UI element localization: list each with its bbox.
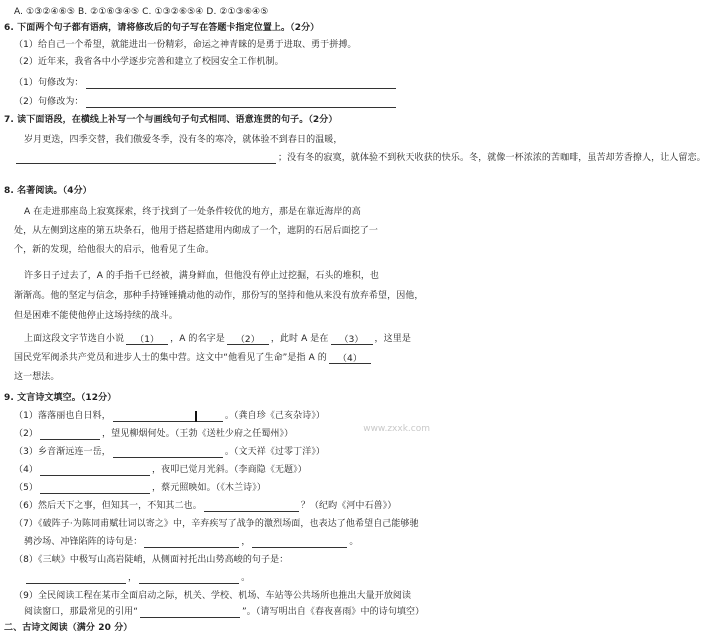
q9-item-6 [14, 500, 396, 512]
q8-blank-4-label: （4） [337, 354, 362, 364]
q9-item-7-line-1: （7）《破阵子·为陈同甫赋壮词以寄之》中，辛弃疾写了战争的激烈场面，也表达了他希望自己能够驰 [14, 519, 419, 529]
q6-answer-1-blank[interactable] [86, 78, 396, 89]
q9-item-4-blank[interactable] [40, 465, 150, 476]
q9-item-7-blank-a[interactable] [144, 537, 239, 548]
q8-passage-3: 个，新的发现，给他很大的启示，他看见了生命。 [14, 245, 215, 255]
q8-passage-4: 许多日子过去了，A 的手指千已经被，满身鲜血，但他没有停止过挖掘，石头的堆积，也 [24, 271, 380, 281]
q9-item-4-num: （4） [14, 465, 39, 475]
q9-item-2-blank[interactable] [40, 429, 100, 440]
watermark: www.zxxk.com [363, 424, 430, 434]
q9-item-5-text: ，蔡元照映如。（《木兰诗》） [152, 483, 266, 493]
q6-answer-2-label: （2）句修改为： [14, 97, 84, 107]
section-2-title: 二、古诗文阅读（满分 20 分） [4, 623, 133, 633]
q9-item-5-blank[interactable] [40, 483, 150, 494]
q9-item-1 [14, 410, 325, 422]
q8-blank-3[interactable] [331, 334, 373, 345]
q9-item-1-text: （1）落落丽也自日料， [14, 411, 111, 421]
q8-blank-2[interactable] [227, 334, 269, 345]
q8-passage-2: 处，从左侧到这座的第五块条石，他用于搭起搭建用内砌成了一个，遮阴的石居后面挖了一 [14, 226, 379, 236]
q8-question-text-e: 国民党军阀杀共产党员和进步人士的集中营。这文中“他看见了生命”是指 A 的 [14, 353, 327, 363]
q8-question-text-b: ，A 的名字是 [170, 334, 225, 344]
choice-options: A. ①③②④⑥⑤ B. ②①⑥③④⑤ C. ①③②⑥⑤④ D. ②①③⑥④⑤ [14, 7, 269, 17]
text-cursor [195, 411, 197, 422]
q9-item-3-source: 。（文天祥《过零丁洋》） [224, 447, 326, 457]
q8-blank-4[interactable] [329, 353, 371, 364]
q9-item-9-text-b: ”。（请写明出自《春夜喜雨》中的诗句填空） [241, 607, 425, 617]
q9-item-9-line-2 [24, 606, 424, 618]
q9-item-3-text: （3）乡音渐远连一岳， [14, 447, 111, 457]
q9-item-7-line-2: 骋沙场、冲锋陷阵的诗句是： ， 。 [24, 537, 359, 547]
q8-passage-5: 渐渐高。他的坚定与信念，那种手持锤锤撬动他的动作，那份写的坚持和他从来没有放弃希望，因他， [14, 291, 424, 301]
q6-answer-2 [14, 96, 398, 108]
q9-item-2-text: ，望见柳烟何处。（王勃《送杜少府之任蜀州》） [102, 429, 294, 439]
q8-question-line-2 [14, 352, 373, 364]
q8-question-line-3: 这一想法。 [14, 372, 60, 382]
q9-item-8-line-1: （8）《三峡》中极写山高岩陡峭，从侧面衬托出山势高峻的句子是： [14, 555, 289, 565]
q9-item-8-line-2: ， 。 [24, 572, 250, 584]
q9-item-2-num: （2） [14, 429, 39, 439]
q8-question-text-c: ，此时 A 是在 [270, 334, 329, 344]
q7-answer-blank[interactable] [16, 153, 276, 164]
q9-item-4 [14, 464, 307, 476]
q9-item-8-blank-a[interactable] [26, 573, 126, 584]
q9-item-6-source: ？（纪昀《河中石兽》） [300, 501, 397, 511]
question-6-title: 6. 下面两个句子都有语病，请将修改后的句子写在答题卡指定位置上。（2分） [4, 23, 320, 33]
q9-item-3-blank[interactable] [113, 447, 223, 458]
q8-question-line-1 [24, 333, 411, 345]
question-9-title: 9. 文言诗文填空。（12分） [4, 393, 117, 403]
q7-passage-2 [14, 152, 706, 164]
q9-item-4-text: ，夜叩已觉月光斜。（李商隐《无题》） [152, 465, 307, 475]
q7-passage-1: 岁月更迭，四季交替，我们傲爱冬季，没有冬的寒冷，就体验不到春日的温暖， [24, 135, 343, 145]
q6-sentence-1: （1）给自己一个希望，就能进出一份精彩，命运之神青睐的是勇于进取、勇于拼搏。 [14, 40, 357, 50]
q6-answer-1-label: （1）句修改为： [14, 78, 84, 88]
q9-item-2 [14, 428, 293, 440]
q6-sentence-2: （2）近年来，我省各中小学逐步完善和建立了校园安全工作机制。 [14, 57, 284, 67]
q8-passage-6: 但是困难不能使他停止这场持续的战斗。 [14, 311, 178, 321]
question-8-title: 8. 名著阅读。（4分） [4, 186, 92, 196]
q9-item-7-text: 骋沙场、冲锋陷阵的诗句是： [24, 537, 143, 547]
q6-answer-1 [14, 77, 398, 89]
q8-question-text-a: 上面这段文字节选自小说 [24, 334, 125, 344]
q9-item-8-blank-b[interactable] [139, 573, 239, 584]
q9-item-3 [14, 446, 325, 458]
q9-item-6-blank[interactable] [204, 501, 299, 512]
q9-item-1-blank[interactable] [113, 411, 223, 422]
q8-passage-1: A 在走进那座岛上寂寞探索，终于找到了一处条件较优的地方，那是在靠近海岸的高 [24, 207, 361, 217]
q8-question-text-d: ，这里是 [374, 334, 411, 344]
q8-blank-1-label: （1） [135, 335, 160, 345]
q9-item-1-source: 。（龚自珍《己亥杂诗》） [224, 411, 326, 421]
q9-item-9-text-a: 阅读窗口，那最常见的引用“ [24, 607, 138, 617]
q9-item-9-line-1: （9）全民阅读工程在某市全面启动之际，机关、学校、机场、车站等公共场所也推出大量开放阅读 [14, 591, 412, 601]
q8-blank-1[interactable] [126, 334, 168, 345]
q9-item-5 [14, 482, 266, 494]
q9-item-6-text: （6）然后天下之事，但知其一，不知其二也。 [14, 501, 202, 511]
q8-blank-2-label: （2） [235, 335, 260, 345]
q9-item-5-num: （5） [14, 483, 39, 493]
q7-passage-2-text: ；没有冬的寂寞，就体验不到秋天收获的快乐。冬，就像一杯浓浓的苦咖啡，虽苦却芳香撩人，让人留恋。 [278, 153, 706, 163]
q9-item-7-blank-b[interactable] [252, 537, 347, 548]
q6-answer-2-blank[interactable] [86, 97, 396, 108]
q9-item-9-blank[interactable] [140, 607, 240, 618]
question-7-title: 7. 读下面语段，在横线上补写一个与画线句子句式相同、语意连贯的句子。（2分） [4, 115, 338, 125]
q8-blank-3-label: （3） [339, 335, 364, 345]
